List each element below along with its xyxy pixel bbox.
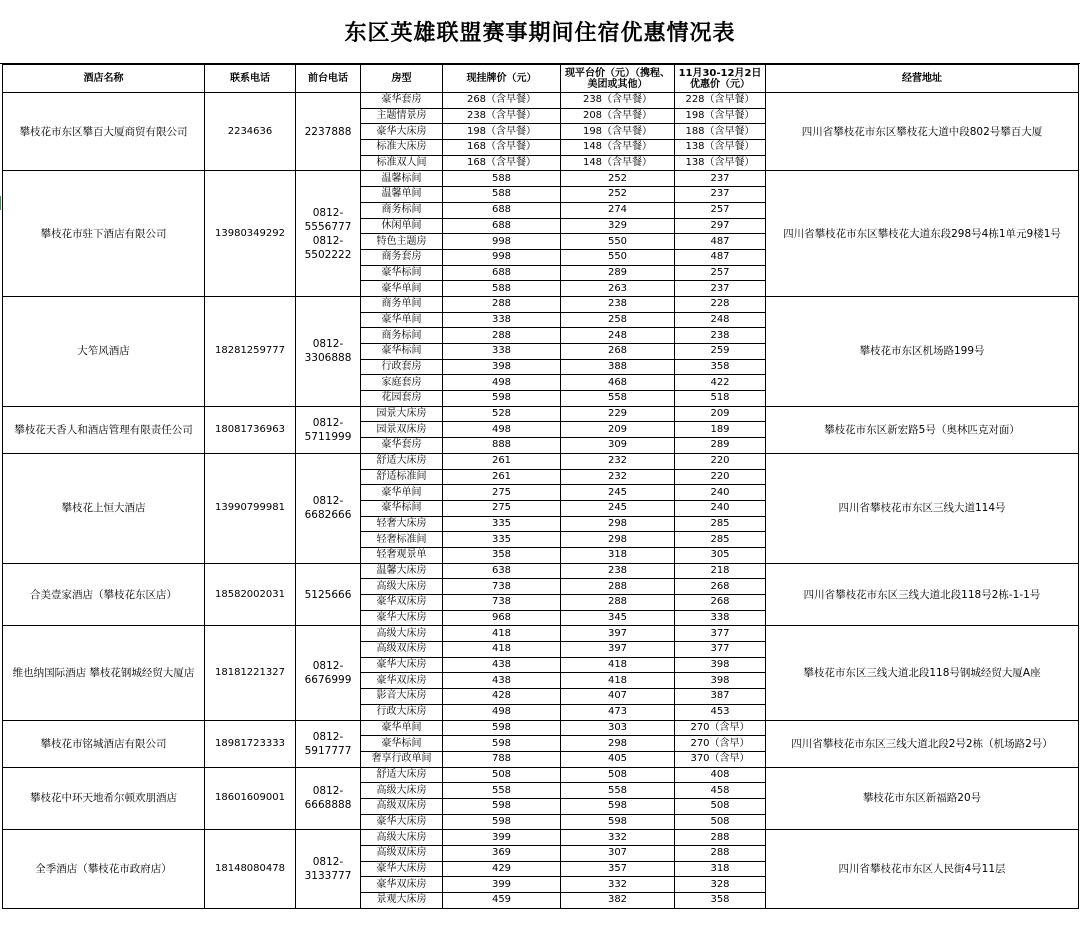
rack-price-cell[interactable]: 275 bbox=[443, 500, 561, 516]
table-row bbox=[3, 406, 1079, 422]
table-row bbox=[3, 626, 1079, 642]
discount-price-cell[interactable]: 238 bbox=[675, 328, 766, 344]
discount-price-cell[interactable]: 370（含早） bbox=[675, 751, 766, 767]
rack-price-cell[interactable]: 598 bbox=[443, 720, 561, 736]
discount-price-cell[interactable]: 209 bbox=[675, 406, 766, 422]
room-type-cell[interactable]: 豪华单间 bbox=[361, 485, 443, 501]
rack-price-cell[interactable]: 261 bbox=[443, 469, 561, 485]
discount-price-cell[interactable]: 228（含早餐） bbox=[675, 93, 766, 109]
rack-price-cell[interactable]: 508 bbox=[443, 767, 561, 783]
platform-price-cell[interactable]: 238（含早餐） bbox=[561, 93, 675, 109]
platform-price-cell[interactable]: 332 bbox=[561, 877, 675, 893]
room-type-cell[interactable]: 标准双人间 bbox=[361, 155, 443, 171]
front-desk-cell[interactable]: 0812-3133777 bbox=[296, 830, 361, 908]
discount-price-cell[interactable]: 377 bbox=[675, 642, 766, 658]
discount-price-cell[interactable]: 248 bbox=[675, 312, 766, 328]
room-type-cell[interactable]: 豪华大床房 bbox=[361, 610, 443, 626]
rack-price-cell[interactable]: 598 bbox=[443, 798, 561, 814]
room-type-cell[interactable]: 特色主题房 bbox=[361, 234, 443, 250]
rack-price-cell[interactable]: 688 bbox=[443, 202, 561, 218]
address-cell[interactable]: 四川省攀枝花市东区三线大道114号 bbox=[766, 453, 1079, 563]
room-type-cell[interactable]: 豪华套房 bbox=[361, 438, 443, 454]
hotel-name-cell[interactable]: 大笮风酒店 bbox=[3, 296, 205, 406]
table-row bbox=[3, 563, 1079, 579]
room-type-cell[interactable]: 景观大床房 bbox=[361, 893, 443, 909]
address-cell[interactable]: 四川省攀枝花市东区三线大道北段118号2栋-1-1号 bbox=[766, 563, 1079, 626]
rack-price-cell[interactable]: 338 bbox=[443, 344, 561, 360]
rack-price-cell[interactable]: 788 bbox=[443, 751, 561, 767]
discount-price-cell[interactable]: 305 bbox=[675, 547, 766, 563]
platform-price-cell[interactable]: 238 bbox=[561, 296, 675, 312]
front-desk-cell[interactable]: 0812-6676999 bbox=[296, 626, 361, 720]
room-type-cell[interactable]: 标准大床房 bbox=[361, 140, 443, 156]
address-cell[interactable]: 四川省攀枝花市东区攀枝花大道中段802号攀百大厦 bbox=[766, 93, 1079, 171]
room-type-cell[interactable]: 高级大床房 bbox=[361, 626, 443, 642]
platform-price-cell[interactable]: 288 bbox=[561, 579, 675, 595]
platform-price-cell[interactable]: 232 bbox=[561, 453, 675, 469]
row-marker bbox=[0, 196, 1, 210]
room-type-cell[interactable]: 舒适大床房 bbox=[361, 767, 443, 783]
room-type-cell[interactable]: 休闲单间 bbox=[361, 218, 443, 234]
header-rack-price[interactable]: 现挂牌价（元） bbox=[443, 65, 561, 93]
platform-price-cell[interactable]: 598 bbox=[561, 798, 675, 814]
platform-price-cell[interactable]: 198（含早餐） bbox=[561, 124, 675, 140]
rack-price-cell[interactable]: 588 bbox=[443, 187, 561, 203]
discount-price-cell[interactable]: 297 bbox=[675, 218, 766, 234]
header-hotel[interactable]: 酒店名称 bbox=[3, 65, 205, 93]
header-platform-price[interactable]: 现平台价（元）（携程、美团或其他） bbox=[561, 65, 675, 93]
discount-price-cell[interactable]: 220 bbox=[675, 453, 766, 469]
room-type-cell[interactable]: 轻奢大床房 bbox=[361, 516, 443, 532]
platform-price-cell[interactable]: 397 bbox=[561, 626, 675, 642]
address-cell[interactable]: 四川省攀枝花市东区攀枝花大道东段298号4栋1单元9楼1号 bbox=[766, 171, 1079, 297]
discount-price-cell[interactable]: 237 bbox=[675, 281, 766, 297]
rack-price-cell[interactable]: 738 bbox=[443, 595, 561, 611]
platform-price-cell[interactable]: 558 bbox=[561, 783, 675, 799]
hotel-table bbox=[2, 64, 1079, 909]
platform-price-cell[interactable]: 382 bbox=[561, 893, 675, 909]
discount-price-cell[interactable]: 189 bbox=[675, 422, 766, 438]
rack-price-cell[interactable]: 428 bbox=[443, 689, 561, 705]
table-row bbox=[3, 767, 1079, 783]
room-type-cell[interactable]: 轻奢标准间 bbox=[361, 532, 443, 548]
header-discount-price[interactable]: 11月30-12月2日优惠价（元） bbox=[675, 65, 766, 93]
room-type-cell[interactable]: 豪华大床房 bbox=[361, 814, 443, 830]
room-type-cell[interactable]: 商务标间 bbox=[361, 328, 443, 344]
front-desk-cell[interactable]: 0812-3306888 bbox=[296, 296, 361, 406]
discount-price-cell[interactable]: 257 bbox=[675, 202, 766, 218]
discount-price-cell[interactable]: 508 bbox=[675, 798, 766, 814]
platform-price-cell[interactable]: 288 bbox=[561, 595, 675, 611]
rack-price-cell[interactable]: 168（含早餐） bbox=[443, 155, 561, 171]
room-type-cell[interactable]: 豪华大床房 bbox=[361, 124, 443, 140]
discount-price-cell[interactable]: 377 bbox=[675, 626, 766, 642]
rack-price-cell[interactable]: 498 bbox=[443, 422, 561, 438]
front-desk-cell[interactable]: 0812-6682666 bbox=[296, 453, 361, 563]
header-contact[interactable]: 联系电话 bbox=[205, 65, 296, 93]
discount-price-cell[interactable]: 240 bbox=[675, 500, 766, 516]
rack-price-cell[interactable]: 588 bbox=[443, 281, 561, 297]
rack-price-cell[interactable]: 438 bbox=[443, 673, 561, 689]
discount-price-cell[interactable]: 259 bbox=[675, 344, 766, 360]
rack-price-cell[interactable]: 598 bbox=[443, 736, 561, 752]
discount-price-cell[interactable]: 453 bbox=[675, 704, 766, 720]
rack-price-cell[interactable]: 638 bbox=[443, 563, 561, 579]
hotel-name-cell[interactable]: 攀枝花天香人和酒店管理有限责任公司 bbox=[3, 406, 205, 453]
platform-price-cell[interactable]: 307 bbox=[561, 846, 675, 862]
platform-price-cell[interactable]: 332 bbox=[561, 830, 675, 846]
address-cell[interactable]: 攀枝花市东区机场路199号 bbox=[766, 296, 1079, 406]
rack-price-cell[interactable]: 738 bbox=[443, 579, 561, 595]
table-row bbox=[3, 720, 1079, 736]
room-type-cell[interactable]: 轻奢观景单 bbox=[361, 547, 443, 563]
discount-price-cell[interactable]: 518 bbox=[675, 391, 766, 407]
platform-price-cell[interactable]: 397 bbox=[561, 642, 675, 658]
room-type-cell[interactable]: 行政套房 bbox=[361, 359, 443, 375]
contact-phone-cell[interactable]: 13990799981 bbox=[205, 453, 296, 563]
discount-price-cell[interactable]: 270（含早） bbox=[675, 736, 766, 752]
room-type-cell[interactable]: 奢享行政单间 bbox=[361, 751, 443, 767]
platform-price-cell[interactable]: 148（含早餐） bbox=[561, 140, 675, 156]
platform-price-cell[interactable]: 558 bbox=[561, 391, 675, 407]
room-type-cell[interactable]: 豪华双床房 bbox=[361, 595, 443, 611]
room-type-cell[interactable]: 商务标间 bbox=[361, 202, 443, 218]
header-front-desk[interactable]: 前台电话 bbox=[296, 65, 361, 93]
front-desk-cell[interactable]: 0812-5711999 bbox=[296, 406, 361, 453]
discount-price-cell[interactable]: 237 bbox=[675, 171, 766, 187]
rack-price-cell[interactable]: 888 bbox=[443, 438, 561, 454]
room-type-cell[interactable]: 豪华标间 bbox=[361, 265, 443, 281]
room-type-cell[interactable]: 高级大床房 bbox=[361, 783, 443, 799]
contact-phone-cell[interactable]: 18181221327 bbox=[205, 626, 296, 720]
rack-price-cell[interactable]: 528 bbox=[443, 406, 561, 422]
room-type-cell[interactable]: 高级双床房 bbox=[361, 846, 443, 862]
hotel-name-cell[interactable]: 攀枝花市东区攀百大厦商贸有限公司 bbox=[3, 93, 205, 171]
platform-price-cell[interactable]: 208（含早餐） bbox=[561, 108, 675, 124]
platform-price-cell[interactable]: 329 bbox=[561, 218, 675, 234]
contact-phone-cell[interactable]: 18981723333 bbox=[205, 720, 296, 767]
room-type-cell[interactable]: 高级双床房 bbox=[361, 642, 443, 658]
platform-price-cell[interactable]: 245 bbox=[561, 485, 675, 501]
platform-price-cell[interactable]: 298 bbox=[561, 736, 675, 752]
platform-price-cell[interactable]: 245 bbox=[561, 500, 675, 516]
platform-price-cell[interactable]: 248 bbox=[561, 328, 675, 344]
discount-price-cell[interactable]: 328 bbox=[675, 877, 766, 893]
platform-price-cell[interactable]: 405 bbox=[561, 751, 675, 767]
address-cell[interactable]: 攀枝花市东区新宏路5号（奥林匹克对面） bbox=[766, 406, 1079, 453]
table-row bbox=[3, 453, 1079, 469]
room-type-cell[interactable]: 豪华大床房 bbox=[361, 861, 443, 877]
front-desk-cell[interactable]: 5125666 bbox=[296, 563, 361, 626]
rack-price-cell[interactable]: 168（含早餐） bbox=[443, 140, 561, 156]
table-body bbox=[3, 93, 1079, 909]
platform-price-cell[interactable]: 298 bbox=[561, 516, 675, 532]
room-type-cell[interactable]: 温馨标间 bbox=[361, 171, 443, 187]
rack-price-cell[interactable]: 498 bbox=[443, 704, 561, 720]
rack-price-cell[interactable]: 268（含早餐） bbox=[443, 93, 561, 109]
room-type-cell[interactable]: 豪华单间 bbox=[361, 312, 443, 328]
discount-price-cell[interactable]: 358 bbox=[675, 893, 766, 909]
room-type-cell[interactable]: 影音大床房 bbox=[361, 689, 443, 705]
hotel-name-cell[interactable]: 攀枝花市铭城酒店有限公司 bbox=[3, 720, 205, 767]
platform-price-cell[interactable]: 598 bbox=[561, 814, 675, 830]
platform-price-cell[interactable]: 229 bbox=[561, 406, 675, 422]
contact-phone-cell[interactable]: 18148080478 bbox=[205, 830, 296, 908]
rack-price-cell[interactable]: 198（含早餐） bbox=[443, 124, 561, 140]
discount-price-cell[interactable]: 138（含早餐） bbox=[675, 155, 766, 171]
platform-price-cell[interactable]: 298 bbox=[561, 532, 675, 548]
hotel-name-cell[interactable]: 攀枝花中环天地希尔顿欢朋酒店 bbox=[3, 767, 205, 830]
room-type-cell[interactable]: 主题情景房 bbox=[361, 108, 443, 124]
room-type-cell[interactable]: 高级大床房 bbox=[361, 579, 443, 595]
rack-price-cell[interactable]: 598 bbox=[443, 391, 561, 407]
room-type-cell[interactable]: 豪华大床房 bbox=[361, 657, 443, 673]
platform-price-cell[interactable]: 263 bbox=[561, 281, 675, 297]
discount-price-cell[interactable]: 270（含早） bbox=[675, 720, 766, 736]
discount-price-cell[interactable]: 285 bbox=[675, 516, 766, 532]
platform-price-cell[interactable]: 508 bbox=[561, 767, 675, 783]
platform-price-cell[interactable]: 252 bbox=[561, 187, 675, 203]
front-desk-cell[interactable]: 2237888 bbox=[296, 93, 361, 171]
discount-price-cell[interactable]: 268 bbox=[675, 579, 766, 595]
platform-price-cell[interactable]: 418 bbox=[561, 673, 675, 689]
address-cell[interactable]: 攀枝花市东区新福路20号 bbox=[766, 767, 1079, 830]
room-type-cell[interactable]: 舒适大床房 bbox=[361, 453, 443, 469]
room-type-cell[interactable]: 豪华单间 bbox=[361, 720, 443, 736]
room-type-cell[interactable]: 高级大床房 bbox=[361, 830, 443, 846]
address-cell[interactable]: 四川省攀枝花市东区三线大道北段2号2栋（机场路2号） bbox=[766, 720, 1079, 767]
room-type-cell[interactable]: 园景双床房 bbox=[361, 422, 443, 438]
discount-price-cell[interactable]: 268 bbox=[675, 595, 766, 611]
discount-price-cell[interactable]: 198（含早餐） bbox=[675, 108, 766, 124]
platform-price-cell[interactable]: 252 bbox=[561, 171, 675, 187]
discount-price-cell[interactable]: 508 bbox=[675, 814, 766, 830]
rack-price-cell[interactable]: 238（含早餐） bbox=[443, 108, 561, 124]
room-type-cell[interactable]: 舒适标准间 bbox=[361, 469, 443, 485]
discount-price-cell[interactable]: 358 bbox=[675, 359, 766, 375]
rack-price-cell[interactable]: 459 bbox=[443, 893, 561, 909]
front-desk-cell[interactable]: 0812-6668888 bbox=[296, 767, 361, 830]
room-type-cell[interactable]: 豪华标间 bbox=[361, 344, 443, 360]
room-type-cell[interactable]: 温馨单间 bbox=[361, 187, 443, 203]
discount-price-cell[interactable]: 257 bbox=[675, 265, 766, 281]
room-type-cell[interactable]: 行政大床房 bbox=[361, 704, 443, 720]
rack-price-cell[interactable]: 688 bbox=[443, 218, 561, 234]
platform-price-cell[interactable]: 418 bbox=[561, 657, 675, 673]
discount-price-cell[interactable]: 387 bbox=[675, 689, 766, 705]
discount-price-cell[interactable]: 288 bbox=[675, 830, 766, 846]
rack-price-cell[interactable]: 588 bbox=[443, 171, 561, 187]
rack-price-cell[interactable]: 598 bbox=[443, 814, 561, 830]
rack-price-cell[interactable]: 418 bbox=[443, 642, 561, 658]
rack-price-cell[interactable]: 558 bbox=[443, 783, 561, 799]
rack-price-cell[interactable]: 968 bbox=[443, 610, 561, 626]
rack-price-cell[interactable]: 338 bbox=[443, 312, 561, 328]
platform-price-cell[interactable]: 388 bbox=[561, 359, 675, 375]
rack-price-cell[interactable]: 688 bbox=[443, 265, 561, 281]
rack-price-cell[interactable]: 288 bbox=[443, 328, 561, 344]
rack-price-cell[interactable]: 358 bbox=[443, 547, 561, 563]
contact-phone-cell[interactable]: 18281259777 bbox=[205, 296, 296, 406]
rack-price-cell[interactable]: 418 bbox=[443, 626, 561, 642]
discount-price-cell[interactable]: 220 bbox=[675, 469, 766, 485]
discount-price-cell[interactable]: 458 bbox=[675, 783, 766, 799]
table-row bbox=[3, 171, 1079, 187]
discount-price-cell[interactable]: 138（含早餐） bbox=[675, 140, 766, 156]
rack-price-cell[interactable]: 998 bbox=[443, 234, 561, 250]
rack-price-cell[interactable]: 998 bbox=[443, 249, 561, 265]
rack-price-cell[interactable]: 335 bbox=[443, 532, 561, 548]
front-desk-cell[interactable]: 0812-5917777 bbox=[296, 720, 361, 767]
room-type-cell[interactable]: 高级双床房 bbox=[361, 798, 443, 814]
front-desk-cell[interactable]: 0812-5556777 0812-5502222 bbox=[296, 171, 361, 297]
rack-price-cell[interactable]: 399 bbox=[443, 830, 561, 846]
discount-price-cell[interactable]: 289 bbox=[675, 438, 766, 454]
discount-price-cell[interactable]: 288 bbox=[675, 846, 766, 862]
hotel-name-cell[interactable]: 全季酒店（攀枝花市政府店） bbox=[3, 830, 205, 908]
room-type-cell[interactable]: 豪华标间 bbox=[361, 736, 443, 752]
discount-price-cell[interactable]: 398 bbox=[675, 673, 766, 689]
platform-price-cell[interactable]: 303 bbox=[561, 720, 675, 736]
rack-price-cell[interactable]: 261 bbox=[443, 453, 561, 469]
discount-price-cell[interactable]: 398 bbox=[675, 657, 766, 673]
discount-price-cell[interactable]: 338 bbox=[675, 610, 766, 626]
platform-price-cell[interactable]: 274 bbox=[561, 202, 675, 218]
room-type-cell[interactable]: 豪华双床房 bbox=[361, 673, 443, 689]
table-row bbox=[3, 830, 1079, 846]
address-cell[interactable]: 四川省攀枝花市东区人民街4号11层 bbox=[766, 830, 1079, 908]
platform-price-cell[interactable]: 258 bbox=[561, 312, 675, 328]
discount-price-cell[interactable]: 285 bbox=[675, 532, 766, 548]
platform-price-cell[interactable]: 238 bbox=[561, 563, 675, 579]
contact-phone-cell[interactable]: 2234636 bbox=[205, 93, 296, 171]
discount-price-cell[interactable]: 240 bbox=[675, 485, 766, 501]
header-room-type[interactable]: 房型 bbox=[361, 65, 443, 93]
platform-price-cell[interactable]: 268 bbox=[561, 344, 675, 360]
discount-price-cell[interactable]: 188（含早餐） bbox=[675, 124, 766, 140]
discount-price-cell[interactable]: 422 bbox=[675, 375, 766, 391]
address-cell[interactable]: 攀枝花市东区三线大道北段118号钢城经贸大厦A座 bbox=[766, 626, 1079, 720]
header-address[interactable]: 经营地址 bbox=[766, 65, 1079, 93]
room-type-cell[interactable]: 豪华双床房 bbox=[361, 877, 443, 893]
platform-price-cell[interactable]: 148（含早餐） bbox=[561, 155, 675, 171]
room-type-cell[interactable]: 温馨大床房 bbox=[361, 563, 443, 579]
hotel-name-cell[interactable]: 攀枝花市驻下酒店有限公司 bbox=[3, 171, 205, 297]
contact-phone-cell[interactable]: 18601609001 bbox=[205, 767, 296, 830]
contact-phone-cell[interactable]: 13980349292 bbox=[205, 171, 296, 297]
platform-price-cell[interactable]: 407 bbox=[561, 689, 675, 705]
platform-price-cell[interactable]: 309 bbox=[561, 438, 675, 454]
platform-price-cell[interactable]: 473 bbox=[561, 704, 675, 720]
rack-price-cell[interactable]: 369 bbox=[443, 846, 561, 862]
room-type-cell[interactable]: 豪华套房 bbox=[361, 93, 443, 109]
room-type-cell[interactable]: 花园套房 bbox=[361, 391, 443, 407]
platform-price-cell[interactable]: 209 bbox=[561, 422, 675, 438]
platform-price-cell[interactable]: 468 bbox=[561, 375, 675, 391]
rack-price-cell[interactable]: 438 bbox=[443, 657, 561, 673]
platform-price-cell[interactable]: 550 bbox=[561, 234, 675, 250]
discount-price-cell[interactable]: 237 bbox=[675, 187, 766, 203]
room-type-cell[interactable]: 园景大床房 bbox=[361, 406, 443, 422]
platform-price-cell[interactable]: 357 bbox=[561, 861, 675, 877]
header-row bbox=[3, 65, 1079, 93]
platform-price-cell[interactable]: 289 bbox=[561, 265, 675, 281]
hotel-name-cell[interactable]: 合美壹家酒店（攀枝花东区店） bbox=[3, 563, 205, 626]
discount-price-cell[interactable]: 218 bbox=[675, 563, 766, 579]
table-row bbox=[3, 296, 1079, 312]
rack-price-cell[interactable]: 429 bbox=[443, 861, 561, 877]
hotel-name-cell[interactable]: 维也纳国际酒店 攀枝花钢城经贸大厦店 bbox=[3, 626, 205, 720]
contact-phone-cell[interactable]: 18582002031 bbox=[205, 563, 296, 626]
rack-price-cell[interactable]: 399 bbox=[443, 877, 561, 893]
contact-phone-cell[interactable]: 18081736963 bbox=[205, 406, 296, 453]
discount-price-cell[interactable]: 318 bbox=[675, 861, 766, 877]
page-title: 东区英雄联盟赛事期间住宿优惠情况表 bbox=[0, 0, 1080, 64]
platform-price-cell[interactable]: 345 bbox=[561, 610, 675, 626]
rack-price-cell[interactable]: 335 bbox=[443, 516, 561, 532]
platform-price-cell[interactable]: 232 bbox=[561, 469, 675, 485]
room-type-cell[interactable]: 豪华单间 bbox=[361, 281, 443, 297]
rack-price-cell[interactable]: 275 bbox=[443, 485, 561, 501]
rack-price-cell[interactable]: 288 bbox=[443, 296, 561, 312]
discount-price-cell[interactable]: 408 bbox=[675, 767, 766, 783]
discount-price-cell[interactable]: 487 bbox=[675, 234, 766, 250]
discount-price-cell[interactable]: 487 bbox=[675, 249, 766, 265]
room-type-cell[interactable]: 豪华标间 bbox=[361, 500, 443, 516]
platform-price-cell[interactable]: 550 bbox=[561, 249, 675, 265]
room-type-cell[interactable]: 家庭套房 bbox=[361, 375, 443, 391]
discount-price-cell[interactable]: 228 bbox=[675, 296, 766, 312]
rack-price-cell[interactable]: 498 bbox=[443, 375, 561, 391]
room-type-cell[interactable]: 商务套房 bbox=[361, 249, 443, 265]
hotel-name-cell[interactable]: 攀枝花上恒大酒店 bbox=[3, 453, 205, 563]
rack-price-cell[interactable]: 398 bbox=[443, 359, 561, 375]
room-type-cell[interactable]: 商务单间 bbox=[361, 296, 443, 312]
platform-price-cell[interactable]: 318 bbox=[561, 547, 675, 563]
table-row bbox=[3, 93, 1079, 109]
